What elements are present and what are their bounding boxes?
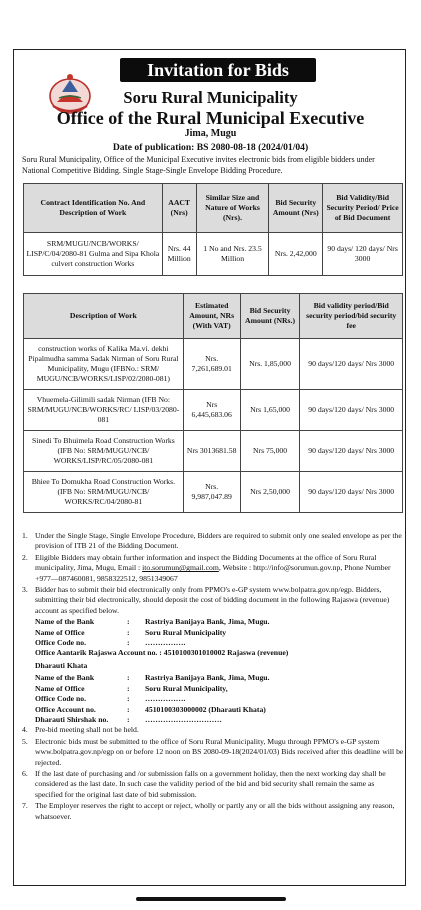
- table-header: Bid Security Amount (NRs.): [240, 294, 300, 339]
- table-cell: Nrs. 1,85,000: [240, 339, 300, 390]
- table-cell: 90 days/120 days/ Nrs 3000: [300, 339, 403, 390]
- list-item: 1. Under the Single Stage, Single Envelope Procedure, Bidders are required to submit only one sealed envelope as per the provision of ITB 21 of the Bidding Document.: [22, 531, 402, 551]
- table-header: Similar Size and Nature of Works (Nrs).: [196, 184, 269, 233]
- table-cell: Nrs. 9,987,047.89: [183, 472, 240, 513]
- table-row: [24, 431, 403, 472]
- table-header: Contract Identification No. And Description of Work: [24, 184, 163, 233]
- table-cell: Nrs. 7,261,689.01: [183, 339, 240, 390]
- table-header: AACT (Nrs): [162, 184, 196, 233]
- terms-list: [22, 531, 404, 823]
- table-cell: Nrs 3013681.58: [183, 431, 240, 472]
- table-cell: 90 days/120 days/ Nrs 3000: [300, 472, 403, 513]
- table-cell: Nrs 2,50,000: [240, 472, 300, 513]
- table-cell: Vhuemela-Gilimili sadak Nirman (IFB No: SRM/MUGU/NCB/WORKS/RC/ LISP/03/2080-081: [24, 390, 184, 431]
- bank-details-deposit: [35, 673, 404, 725]
- table-cell: Nrs 75,000: [240, 431, 300, 472]
- table-cell: Nrs 6,445,683.06: [183, 390, 240, 431]
- table-header: Bid validity period/Bid security period/bid security fee: [300, 294, 403, 339]
- table-cell: 1 No and Nrs. 23.5 Million: [196, 233, 269, 276]
- table-cell: construction works of Kalika Ma.vi. dekhi Pipalmudha samma Sadak Nirman of Soru Rural Municipality, Mugu (IFBNo.: SRM/ MUGU/NCB/WORKS/LISP/02/2080-081): [24, 339, 184, 390]
- bank-row: Name of Office : Soru Rural Municipality: [35, 627, 227, 637]
- list-item: 7. The Employer reserves the right to accept or reject, wholly or partly any or all the bids without assigning any reason, whatsoever.: [22, 801, 395, 821]
- table-header: Description of Work: [24, 294, 184, 339]
- table-cell: 90 days/ 120 days/ Nrs 3000: [323, 233, 403, 276]
- publication-date: Date of publication: BS 2080-08-18 (2024/01/04): [112, 142, 309, 153]
- table-cell: 90 days/120 days/ Nrs 3000: [300, 390, 403, 431]
- bank-row: Name of the Bank : Rastriya Banijaya Bank, Jima, Mugu.: [35, 617, 270, 627]
- location-text: Jima, Mugu: [184, 128, 237, 139]
- home-indicator[interactable]: [136, 897, 286, 901]
- table-header: Bid Security Amount (Nrs): [269, 184, 323, 233]
- list-item: 2. Eligible Bidders may obtain further information and inspect the Bidding Documents at the office of Soru Rural municipality, Jima, Mugu, Email : ito.sorumun@gmail.com, Website : http://info@sorumun.gov.np, Phone Number +977—087460081, 9858322512, 9851349067: [22, 552, 391, 583]
- intro-paragraph: Soru Rural Municipality, Office of the Municipal Executive invites electronic bids from eligible bidders under National Competitive Bidding. Single Stage-Single Envelope Bidding Procedure.: [22, 155, 375, 175]
- revenue-account: Office Aantarik Rajaswa Account no. : 4510100301010002 Rajaswa (revenue): [35, 648, 289, 658]
- list-item: 4. Pre-bid meeting shall not be held.: [22, 725, 139, 735]
- table-cell: Nrs. 2,42,000: [269, 233, 323, 276]
- bank-row: Name of the Bank : Rastriya Banijaya Bank, Jima, Mugu.: [35, 673, 270, 683]
- list-item: 5. Electronic bids must be submitted to the office of Soru Rural Municipality, Mugu through PPMO's e-GP system www.bolpatra.gov.np/egp on or before 12 noon on BS 2080-09-18(2024/01/03) Bids received after this deadline will be rejected.: [22, 736, 404, 767]
- table-cell: Bhiee To Domukha Road Construction Works. (IFB No: SRM/MUGU/NCB/ WORKS/RC/04/2080-81: [24, 472, 184, 513]
- office-title: Office of the Rural Municipal Executive: [56, 108, 365, 128]
- table-cell: Nrs. 44 Million: [162, 233, 196, 276]
- table-header: Estimated Amount, NRs (With VAT): [183, 294, 240, 339]
- table-cell: 90 days/120 days/ Nrs 3000: [300, 431, 403, 472]
- municipality-title: Soru Rural Municipality: [123, 88, 298, 107]
- bank-row: Dharauti Shirshak no. : …………………………: [35, 714, 222, 724]
- bank-row: Office Code no. : …………….: [35, 694, 186, 704]
- table-row: [24, 233, 403, 276]
- table-cell: Nrs 1,65,000: [240, 390, 300, 431]
- bank-row: Office Code no. : …………….: [35, 638, 186, 648]
- bank-row: Office Account no. : 4510100303000002 (Dharauti Khata): [35, 704, 266, 714]
- list-item: 6. If the last date of purchasing and /or submission falls on a government holiday, then the next working day shall be considered as the last date. In such case the validity period of the bid and bid security shall remain the same as specified for the original last date of bid submission.: [22, 768, 386, 799]
- table-row: [24, 339, 403, 390]
- list-item: 3. Bidder has to submit their bid electronically only from PPMO's e-GP system www.bolpatra.gov.np/egp. Bidders, submitting their bid electronically, should deposit the cost of bidding document in the following Rajaswa (revenue) account as specified below.: [22, 585, 390, 615]
- works-table: [23, 293, 403, 513]
- table-cell: Sinedi To Bhuimela Road Construction Works (IFB No: SRM/MUGU/NCB/ WORKS/LISP/RC/05/2080-081: [24, 431, 184, 472]
- table-row: [24, 472, 403, 513]
- email-link[interactable]: ito.sorumun@gmail.com: [142, 563, 219, 573]
- contract-table: [23, 183, 403, 276]
- bank-details-revenue: [35, 617, 404, 648]
- invitation-banner: Invitation for Bids: [120, 58, 316, 82]
- deposit-subtitle: Dharauti Khata: [35, 660, 88, 670]
- table-header: Bid Validity/Bid Security Period/ Price of Bid Document: [323, 184, 403, 233]
- table-row: [24, 390, 403, 431]
- table-cell: SRM/MUGU/NCB/WORKS/ LISP/C/04/2080-81 Gulma and Sipa Khola culvert construction Works: [24, 233, 163, 276]
- bank-row: Name of Office : Soru Rural Municipality,: [35, 683, 228, 693]
